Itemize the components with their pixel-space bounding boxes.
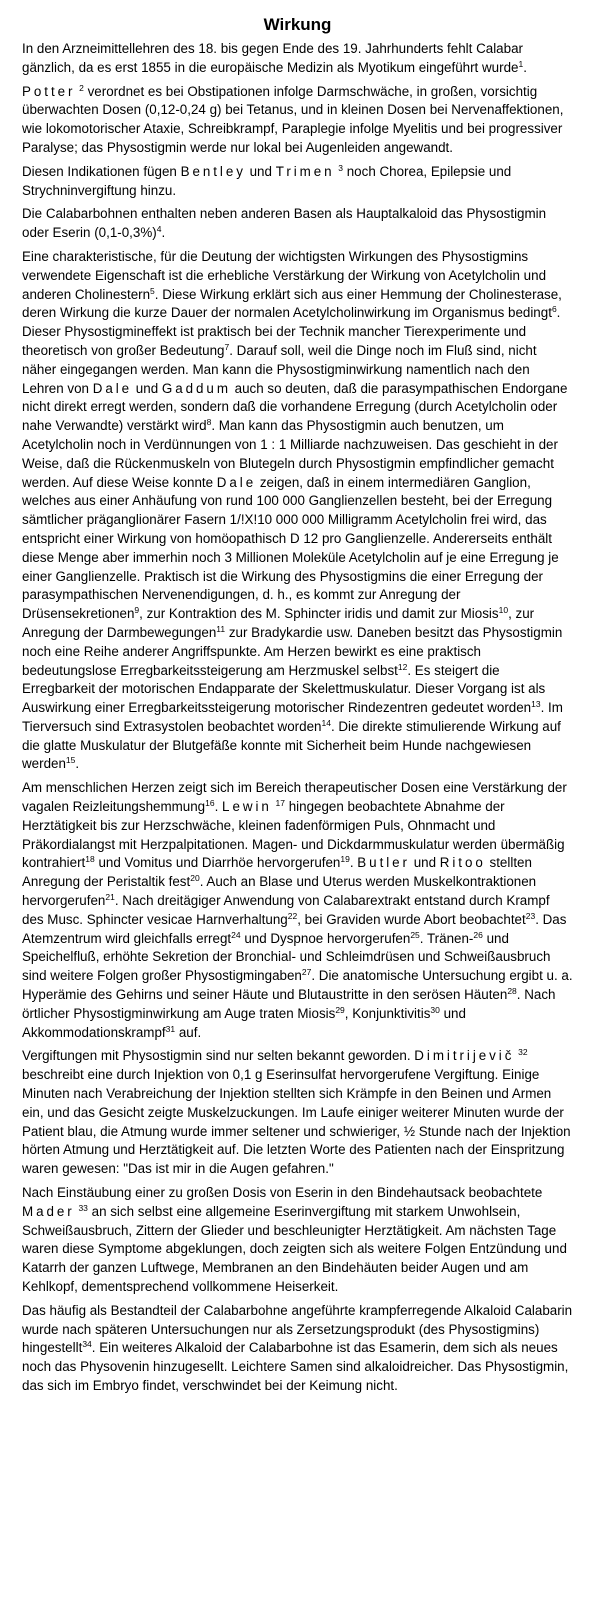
footnote-ref: 21 — [105, 892, 115, 903]
paragraph — [22, 1302, 573, 1396]
footnote-ref: 28 — [507, 986, 517, 997]
paragraph — [22, 1184, 573, 1297]
text-run: . Im Tierversuch sind Extrasystolen beobachtet worden — [22, 700, 563, 734]
footnote-ref: 5 — [150, 285, 155, 296]
text-run: Die Calabarbohnen enthalten neben anderen Basen als Hauptalkaloid das Physostigmin oder Eserin (0,1-0,3%) — [22, 206, 547, 241]
text-run: Das häufig als Bestandteil der Calabarbohne angeführte krampferregende Alkaloid Calabarin wurde nach späteren Untersuchungen nur als Zersetzungsprodukt (des Physostigmins) hingestellt — [22, 1302, 573, 1356]
footnote-ref: 15 — [65, 755, 76, 766]
footnote-ref: 14 — [321, 717, 331, 728]
text-run: , zur Kontraktion des M. Sphincter iridis und damit zur Miosis — [139, 606, 499, 622]
footnote-ref: 6 — [551, 304, 557, 315]
text-run: . Dieser Physostigmineffekt ist praktisch bei der Technik mancher Tierexperimente und theoretisch von großer Bedeutung — [22, 305, 561, 358]
footnote-ref: 2 — [79, 82, 84, 93]
text-run: . Nach örtlicher Physostigminwirkung am Auge traten Miosis — [22, 987, 556, 1021]
footnote-ref: 10 — [498, 605, 509, 616]
text-run: . Auch an Blase und Uterus werden Muskelkontraktionen hervorgerufen — [22, 874, 537, 909]
footnote-ref: 7 — [224, 341, 230, 352]
text-run: und Akkommodationskrampf — [22, 1005, 466, 1040]
text-run: . — [75, 756, 80, 772]
author-name: Dale — [92, 380, 133, 396]
text-run: beschreibt eine durch Injektion von 0,1 g Eserinsulfat hervorgerufene Vergiftung. Einige Minuten nach Verabreichung der Injektion stellten sich Krämpfe in den Beinen und Armen ein, und das Gesicht zeigte Muskelzuckungen. Im Laufe einiger weiterer Minuten wurde der Patient blau, die Atmung wurde immer seltener und schwieriger, ½ Stunde nach der Injektion hörten Atmung und Herztätigkeit auf. Die letzten Worte des Patienten nach der Einspritzung waren gewesen: "Das ist mir in die Augen gefahren." — [22, 1067, 571, 1177]
footnote-ref: 11 — [216, 623, 226, 634]
text-run: und — [132, 380, 162, 396]
footnote-ref: 13 — [531, 699, 541, 710]
footnote-ref: 34 — [82, 1339, 92, 1350]
footnote-ref: 17 — [275, 798, 285, 809]
text-run: und Dyspnoe hervorgerufen — [240, 930, 411, 946]
footnote-ref: 1 — [518, 58, 524, 69]
section-heading: Wirkung — [263, 15, 332, 34]
text-run: zur Bradykardie usw. Daneben besitzt das Physostigmin noch eine Reihe anderer Angriffspunkte. Am Herzen bewirkt es eine praktisch bedeutungslose Erregbarkeitssteigerung am Herzmuskel selbst — [22, 624, 563, 678]
text-run: . Darauf soll, weil die Dinge noch im Fluß sind, nicht näher eingegangen werden. Man kann die Physostigminwirkung namentlich nach den Lehren von — [22, 342, 537, 396]
text-run: In den Arzneimittellehren des 18. bis gegen Ende des 19. Jahrhunderts fehlt Calabar gänzlich, da es erst 1855 in die europäische Medizin als Myotikum eingeführt wurde — [22, 41, 523, 75]
text-run: . Man kann das Physostigmin auch benutzen, um Acetylcholin noch in Verdünnungen von 1 : 1 Milliarde nachzuweisen. Das geschieht in der Weise, daß die Rückenmuskeln von Blutegeln durch Physostigmin empfindlicher gemacht werden. Auf diese Weise konnte — [22, 418, 558, 490]
body-text — [22, 40, 573, 1396]
footnote-ref: 19 — [340, 854, 350, 865]
footnote-ref: 20 — [190, 873, 200, 884]
text-run: und — [409, 855, 440, 871]
text-run: . Ein weiteres Alkaloid der Calabarbohne ist das Esamerin, dem sich als neues noch das Physovenin hinzugesellt. Leichtere Samen sind alkaloidreicher. Das Physostigmin, das sich im Embryo findet, verschwindet bei der Keimung nicht. — [22, 1340, 569, 1393]
footnote-ref: 12 — [397, 661, 408, 672]
author-name: Butler — [357, 855, 410, 871]
paragraph — [22, 163, 573, 201]
text-run: Nach Einstäubung einer zu großen Dosis von Eserin in den Bindehautsack beobachtete — [22, 1185, 543, 1201]
text-run: noch Chorea, Epilepsie und Strychninvergiftung hinzu. — [22, 163, 512, 198]
author-name: Trimen — [275, 163, 335, 179]
text-run: . — [161, 225, 166, 241]
paragraph — [22, 83, 573, 158]
footnote-ref: 18 — [85, 854, 95, 865]
author-name: Bentley — [180, 163, 246, 179]
text-run: zeigen, daß in einem intermediären Ganglion, welches aus einer Anhäufung von rund 100 000 Ganglienzellen besteht, bei der Erregung sämtlicher präganglionärer Fasern 1/!X!10 000 000 Milligramm Acetylcholin frei wird, das entspricht einer Wirkung von homöopathisch D 12 pro Ganglienzelle. Andererseits enthält diese Menge aber immerhin noch 3 Millionen Moleküle Acetylcholin auf je eine Erregung je einer Ganglienzelle. Praktisch ist die Wirkung des Physostigmins die einer Erregung der parasympathischen Nervenendigungen, d. h., es kommt zur Anregung der Drüsensekretionen — [22, 474, 559, 622]
footnote-ref: 31 — [165, 1023, 176, 1034]
footnote-ref: 24 — [231, 929, 241, 940]
author-name: Dimitrijevič — [414, 1048, 515, 1064]
author-name: Mader — [22, 1203, 75, 1219]
text-run: . Tränen- — [419, 930, 474, 946]
paragraph — [22, 779, 573, 1042]
text-run: . Die direkte stimulierende Wirkung auf die glatte Muskulatur der Blutgefäße konnte mit Sicherheit beim Hunde nachgewiesen werden — [22, 718, 561, 772]
text-run: , bei Graviden wurde Abort beobachtet — [297, 911, 526, 927]
paragraph — [22, 248, 573, 774]
author-name: Lewin — [222, 799, 272, 815]
text-run: an sich selbst eine allgemeine Eserinvergiftung mit starkem Unwohlsein, Schweißausbruch, Zittern der Glieder und beschleunigter Herztätigkeit. Am nächsten Tage waren diese Symptome abgeklungen, doch zeigten sich als weitere Folgen Entzündung und Katarrh der ganzen Luftwege, Membranen an den Bindehäuten beider Augen und am Kehlkopf, dementsprechend vollkommene Heiserkeit. — [22, 1203, 567, 1294]
footnote-ref: 4 — [156, 224, 162, 235]
text-run: und Vomitus und Diarrhöe hervorgerufen — [94, 855, 341, 871]
author-name: Dale — [216, 474, 257, 490]
text-run: . — [349, 855, 358, 871]
text-run: , Konjunktivitis — [344, 1005, 431, 1021]
text-run: . — [214, 799, 223, 815]
paragraph — [22, 40, 573, 78]
footnote-ref: 27 — [301, 967, 312, 978]
paragraph — [22, 1047, 573, 1179]
footnote-ref: 23 — [525, 910, 536, 921]
footnote-ref: 3 — [338, 162, 344, 173]
text-run: auch so deuten, daß die parasympathischen Endorgane nicht direkt erregt werden, sondern daß die vorhandene Erregung (durch Acetylcholin oder nahe Verwandte) verstärkt wird — [22, 380, 568, 434]
text-run: . Nach dreitägiger Anwendung von Calabarextrakt entstand durch Krampf des Musc. Sphincter vesicae Harnverhaltung — [22, 893, 550, 927]
text-run: . Es steigert die Erregbarkeit der motorischen Endapparate der Skelettmuskulatur. Dieser Vorgang ist als Auswirkung einer Erregbarkeitssteigerung motorischer Rindezentren gedeutet worden — [22, 662, 546, 716]
author-name: Ritoo — [439, 855, 486, 871]
text-run: . Die anatomische Untersuchung ergibt u. a. Hyperämie des Gehirns und seiner Häute und Blutaustritte in den serösen Häuten — [22, 968, 573, 1003]
text-run: stellten Anregung der Peristaltik fest — [22, 855, 532, 890]
footnote-ref: 22 — [287, 910, 298, 921]
footnote-ref: 29 — [335, 1004, 345, 1015]
footnote-ref: 8 — [206, 417, 212, 428]
text-run: und — [245, 163, 276, 179]
author-name: Gaddum — [161, 380, 231, 396]
footnote-ref: 32 — [518, 1047, 528, 1058]
footnote-ref: 25 — [410, 929, 420, 940]
text-run: . — [523, 59, 527, 75]
footnote-ref: 33 — [78, 1202, 88, 1213]
footnote-ref: 16 — [205, 798, 215, 809]
text-run: und Speichelfluß, erhöhte Sekretion der Bronchial- und Schleimdrüsen und Schweißausbruch sind weitere Folgen großer Physostigmingaben — [22, 930, 551, 984]
text-run: , zur Anregung der Darmbewegungen — [22, 606, 535, 640]
text-run: auf. — [175, 1024, 202, 1040]
author-name: Potter — [22, 83, 76, 99]
text-run: . Diese Wirkung erklärt sich aus einer Hemmung der Cholinesterase, deren Wirkung die kurze Dauer der normalen Acetylcholinwirkung im Organismus bedingt — [22, 286, 562, 321]
text-run: verordnet es bei Obstipationen infolge Darmschwäche, in großen, vorsichtig überwachten Dosen (0,12-0,24 g) bei Tetanus, und in kleinen Dosen bei Nervenaffektionen, wie lokomotorischer Ataxie, Schreibkrampf, Paraplegie infolge Myelitis und bei progressiver Paralyse; das Physostigmin werde nur lokal bei Augenleiden angewandt. — [22, 83, 564, 155]
footnote-ref: 26 — [473, 929, 483, 940]
paragraph — [22, 205, 573, 243]
text-run: Eine charakteristische, für die Deutung der wichtigsten Wirkungen des Physostigmins verwendete Eigenschaft ist die erhebliche Verstärkung der Wirkung von Acetylcholin und anderen Cholinestern — [22, 248, 547, 302]
footnote-ref: 30 — [430, 1004, 440, 1015]
footnote-ref: 9 — [134, 605, 140, 616]
text-run: Diesen Indikationen fügen — [22, 163, 181, 179]
text-run: . Das Atemzentrum wird gleichfalls erregt — [22, 911, 567, 946]
text-run: Am menschlichen Herzen zeigt sich im Bereich therapeutischer Dosen eine Verstärkung der vagalen Reizleitungshemmung — [22, 780, 567, 815]
text-run: Vergiftungen mit Physostigmin sind nur selten bekannt geworden. — [22, 1048, 415, 1064]
text-run: hingegen beobachtete Abnahme der Herztätigkeit bis zur Herzschwäche, kleinen fadenförmigen Puls, Ohnmacht und Präkordialangst mit Herzpalpitationen. Magen- und Dickdarmmuskulatur werden übermäßig kontrahiert — [22, 799, 565, 871]
text-run — [272, 799, 276, 814]
